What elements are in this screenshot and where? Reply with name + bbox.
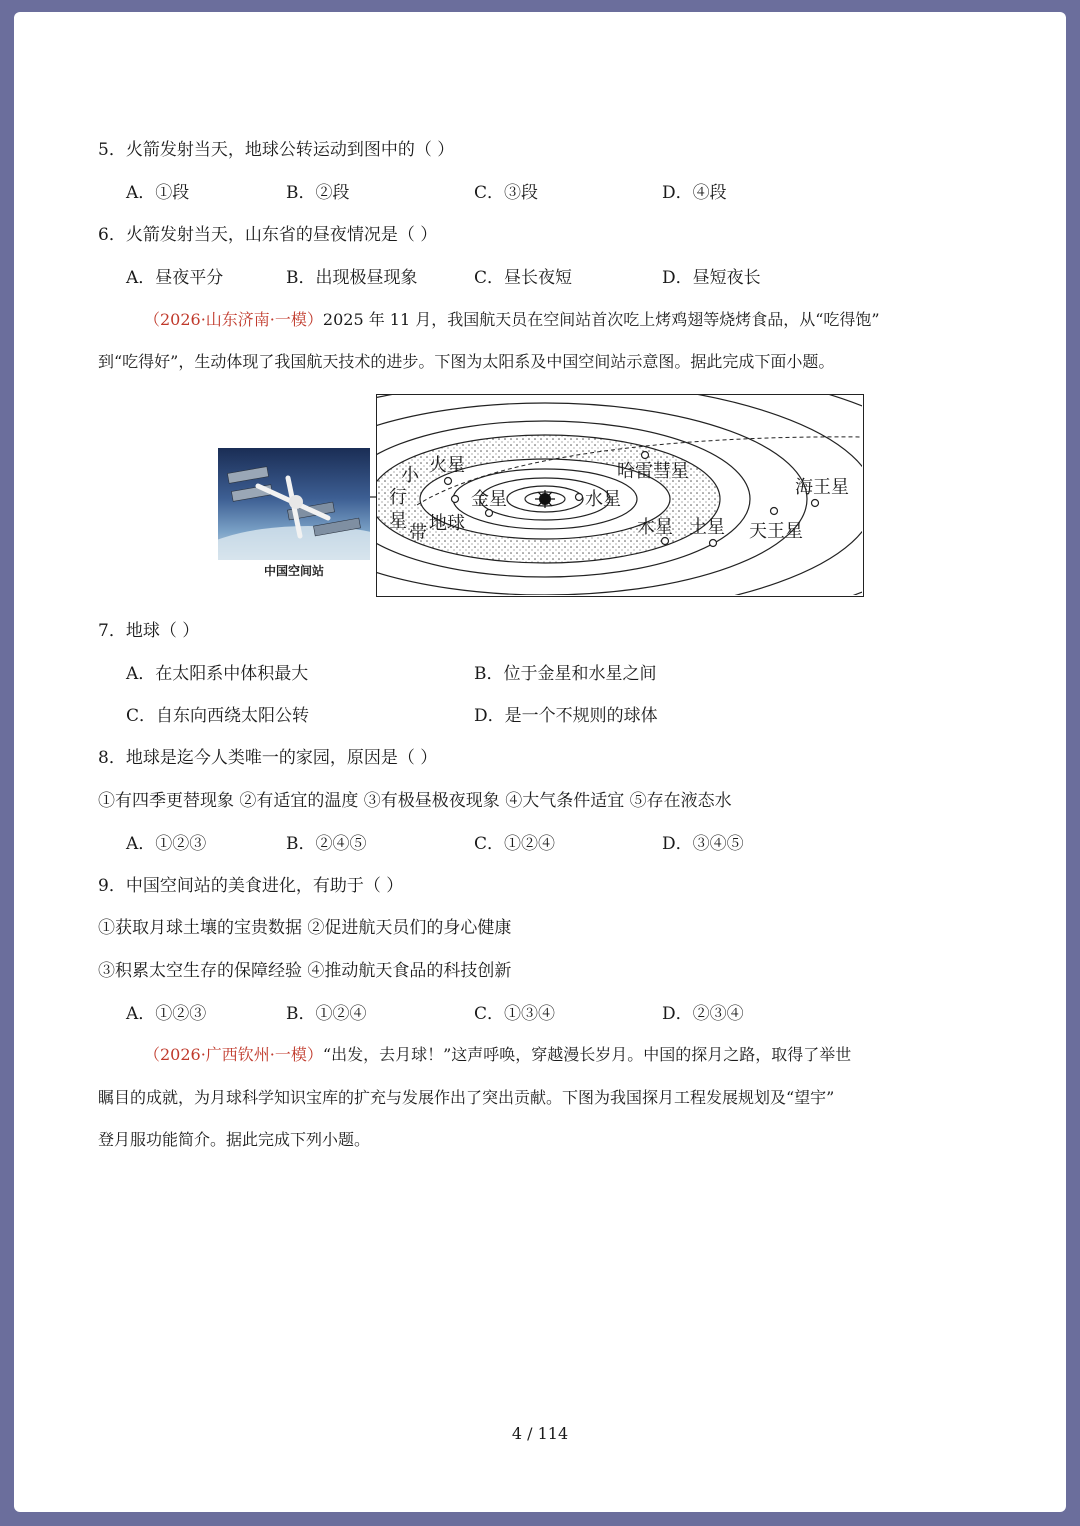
space-station-image bbox=[218, 448, 370, 560]
q8-option-c: C．①②④ bbox=[474, 834, 556, 854]
label-mercury: 水星 bbox=[585, 489, 621, 510]
question-6-stem: 6．火箭发射当天，山东省的昼夜情况是（ ） bbox=[98, 225, 438, 245]
space-station-photo bbox=[218, 448, 370, 560]
label-jupiter: 木星 bbox=[637, 517, 673, 538]
q8-statements: ①有四季更替现象 ②有适宜的温度 ③有极昼极夜现象 ④大气条件适宜 ⑤存在液态水 bbox=[98, 791, 732, 811]
label-star: 星 bbox=[389, 511, 407, 532]
passage-2-line-3: 登月服功能简介。据此完成下列小题。 bbox=[98, 1130, 371, 1149]
label-saturn: 土星 bbox=[689, 517, 725, 538]
q7-option-d: D．是一个不规则的球体 bbox=[474, 706, 658, 726]
passage-2-source: （2026·广西钦州·一模） bbox=[144, 1045, 323, 1064]
label-earth: 地球 bbox=[429, 513, 465, 534]
passage-1-source: （2026·山东济南·一模） bbox=[144, 310, 323, 329]
photo-caption: 中国空间站 bbox=[263, 564, 324, 578]
q6-option-b: B．出现极昼现象 bbox=[286, 268, 418, 288]
q5-option-c: C．③段 bbox=[474, 183, 539, 203]
question-7-stem: 7．地球（ ） bbox=[98, 621, 200, 641]
label-venus: 金星 bbox=[471, 489, 507, 510]
page-number: 4 / 114 bbox=[511, 1424, 569, 1443]
passage-1-line-1 bbox=[144, 308, 880, 332]
passage-1-line-2: 到“吃得好”，生动体现了我国航天技术的进步。下图为太阳系及中国空间站示意图。据此完成下面小题。 bbox=[98, 352, 835, 371]
document-page bbox=[14, 12, 1066, 1512]
label-neptune: 海王星 bbox=[795, 477, 849, 498]
question-5-stem: 5．火箭发射当天，地球公转运动到图中的（ ） bbox=[98, 140, 455, 160]
q5-option-a: A．①段 bbox=[126, 183, 190, 203]
passage-1-text-1: 2025 年 11 月，我国航天员在空间站首次吃上烤鸡翅等烧烤食品，从“吃得饱” bbox=[322, 310, 880, 329]
q6-option-c: C．昼长夜短 bbox=[474, 268, 573, 288]
passage-2-text-1: “出发，去月球！”这声呼唤，穿越漫长岁月。中国的探月之路，取得了举世 bbox=[322, 1045, 852, 1064]
label-xing: 行 bbox=[389, 487, 407, 508]
label-mars: 火星 bbox=[429, 455, 465, 476]
question-8-stem: 8．地球是迄今人类唯一的家园，原因是（ ） bbox=[98, 748, 438, 768]
q7-option-c: C．自东向西绕太阳公转 bbox=[126, 706, 310, 726]
sun-icon bbox=[535, 490, 555, 508]
q9-option-b: B．①②④ bbox=[286, 1004, 367, 1024]
q8-option-a: A．①②③ bbox=[126, 834, 207, 854]
label-uranus: 天王星 bbox=[749, 521, 803, 542]
label-halley-comet: 哈雷彗星 bbox=[617, 461, 689, 482]
solar-system-svg bbox=[377, 395, 865, 598]
q9-option-a: A．①②③ bbox=[126, 1004, 207, 1024]
passage-2-line-1 bbox=[144, 1043, 851, 1067]
q9-statements-2: ③积累太空生存的保障经验 ④推动航天食品的科技创新 bbox=[98, 961, 512, 981]
q5-option-d: D．④段 bbox=[662, 183, 727, 203]
q9-option-d: D．②③④ bbox=[662, 1004, 744, 1024]
q7-option-b: B．位于金星和水星之间 bbox=[474, 664, 657, 684]
q6-option-d: D．昼短夜长 bbox=[662, 268, 761, 288]
q6-option-a: A．昼夜平分 bbox=[126, 268, 224, 288]
passage-2-line-2: 瞩目的成就，为月球科学知识宝库的扩充与发展作出了突出贡献。下图为我国探月工程发展规划及“望宇” bbox=[98, 1088, 835, 1107]
q5-option-b: B．②段 bbox=[286, 183, 350, 203]
q9-statements-1: ①获取月球土壤的宝贵数据 ②促进航天员们的身心健康 bbox=[98, 918, 512, 938]
question-9-stem: 9．中国空间站的美食进化，有助于（ ） bbox=[98, 876, 404, 896]
label-belt: 带 bbox=[409, 523, 427, 544]
q8-option-b: B．②④⑤ bbox=[286, 834, 367, 854]
q7-option-a: A．在太阳系中体积最大 bbox=[126, 664, 309, 684]
label-xiao: 小 bbox=[401, 465, 419, 486]
q9-option-c: C．①③④ bbox=[474, 1004, 556, 1024]
solar-system-diagram bbox=[376, 394, 864, 597]
q8-option-d: D．③④⑤ bbox=[662, 834, 744, 854]
